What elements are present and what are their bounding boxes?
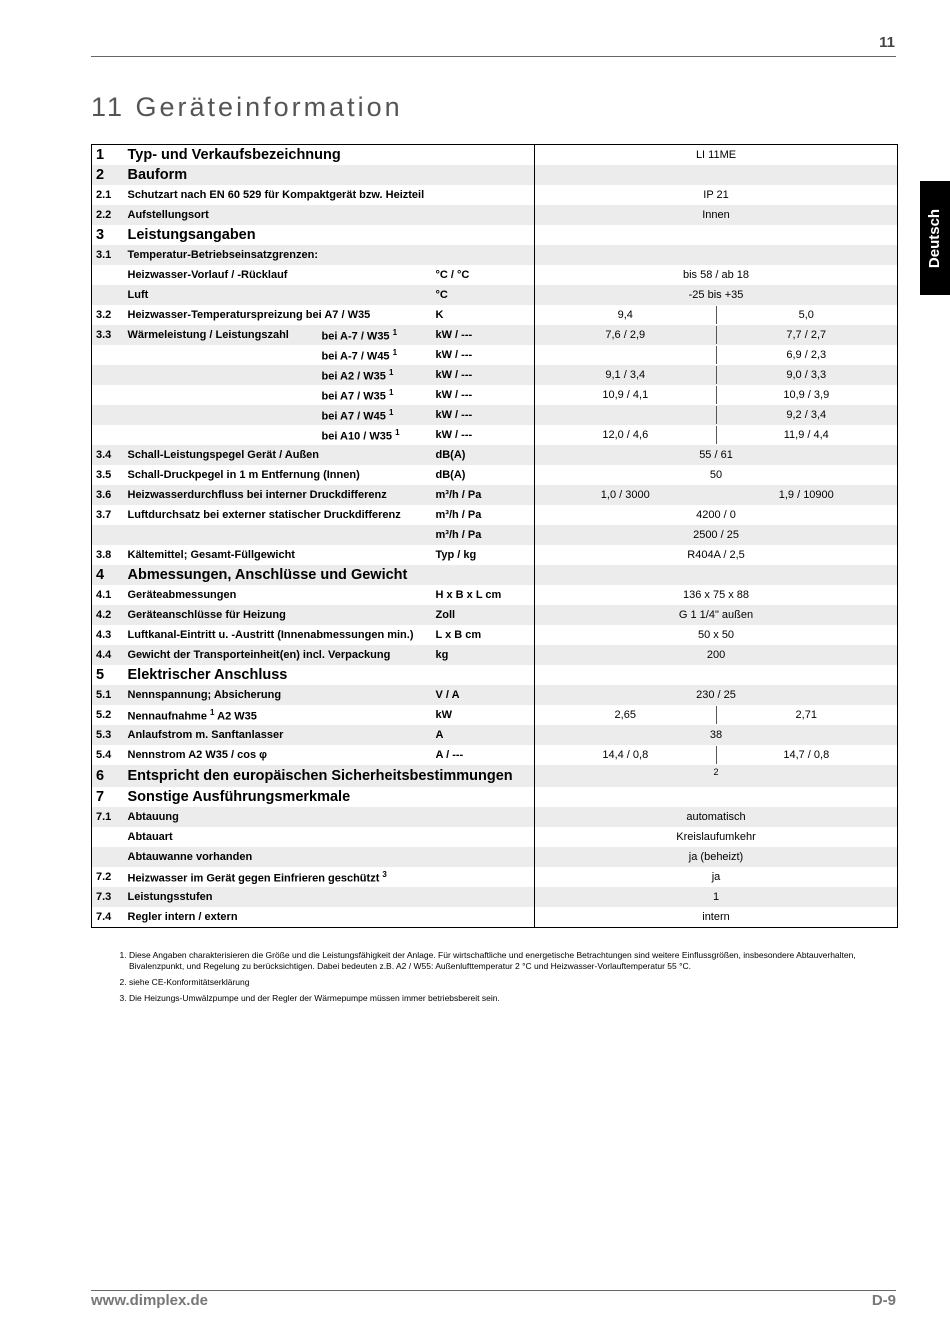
row-label-text: Abtauwanne vorhanden xyxy=(127,851,253,863)
row-value: bis 58 / ab 18 xyxy=(535,265,898,285)
row-label xyxy=(124,705,432,725)
row-label xyxy=(124,365,318,385)
table-row xyxy=(92,705,898,725)
table-row xyxy=(92,605,898,625)
row-sublabel-text: bei A7 / W45 xyxy=(321,410,386,423)
row-number xyxy=(92,345,124,365)
header-rule xyxy=(91,56,896,57)
row-unit: kg xyxy=(432,645,535,665)
footnote-ref: 1 xyxy=(388,387,394,397)
table-row xyxy=(92,765,898,787)
row-number: 1 xyxy=(96,147,105,163)
table-row xyxy=(92,625,898,645)
table-row xyxy=(92,827,898,847)
row-value-2: 10,9 / 3,9 xyxy=(716,385,898,405)
row-sublabel-text: bei A-7 / W35 xyxy=(321,330,390,343)
row-label-text: Entspricht den europäischen Sicherheitsbestimmungen xyxy=(127,768,513,784)
table-row xyxy=(92,867,898,887)
row-sublabel xyxy=(318,345,432,365)
language-tab-label: Deutsch xyxy=(926,208,944,268)
row-label xyxy=(124,225,535,245)
row-label xyxy=(124,265,432,285)
row-number: 4.4 xyxy=(92,645,124,665)
footnote-ref: 1 xyxy=(388,407,394,417)
row-label-text: Kältemittel; Gesamt-Füllgewicht xyxy=(127,549,295,561)
row-number: 4.2 xyxy=(92,605,124,625)
row-label xyxy=(124,745,432,765)
footnote-item: 2. siehe CE-Konformitätserklärung xyxy=(129,977,883,988)
row-number xyxy=(92,425,124,445)
row-label-text: Nennaufnahme xyxy=(127,710,207,723)
footnote-ref: 1 xyxy=(388,367,394,377)
row-label-text: Geräteabmessungen xyxy=(127,589,237,601)
row-value-1: 14,4 / 0,8 xyxy=(535,745,716,765)
row-unit: m³/h / Pa xyxy=(432,525,535,545)
row-number xyxy=(92,405,124,425)
row-label xyxy=(124,725,432,745)
footer-rule xyxy=(91,1290,896,1291)
table-row xyxy=(92,485,898,505)
row-label xyxy=(124,305,432,325)
row-unit: kW / --- xyxy=(435,349,473,361)
row-value: intern xyxy=(535,907,898,928)
table-row xyxy=(92,525,898,545)
footnote-item: 3. Die Heizungs-Umwälzpumpe und der Regler der Wärmepumpe müssen immer betriebsbereit sein. xyxy=(129,993,883,1004)
row-label-text: Elektrischer Anschluss xyxy=(127,667,288,683)
table-row xyxy=(92,665,898,685)
row-number: 2.2 xyxy=(92,205,124,225)
row-value-1: 12,0 / 4,6 xyxy=(535,425,716,445)
row-value: 50 x 50 xyxy=(535,625,898,645)
row-label-text: Nennstrom A2 W35 / cos φ xyxy=(127,749,267,761)
footnote-ref: 1 xyxy=(210,707,215,717)
row-unit: kW / --- xyxy=(435,429,473,441)
row-label-text: Luftdurchsatz bei externer statischer Druckdifferenz xyxy=(127,509,401,521)
row-unit: kW / --- xyxy=(432,365,535,385)
table-row xyxy=(92,887,898,907)
row-value-1: 9,1 / 3,4 xyxy=(535,365,716,385)
row-value: 230 / 25 xyxy=(535,685,898,705)
row-unit: H x B x L cm xyxy=(435,589,502,601)
row-unit: kW / --- xyxy=(435,389,473,401)
row-sublabel xyxy=(318,385,432,405)
row-sublabel xyxy=(318,365,432,385)
row-label xyxy=(124,645,432,665)
row-label xyxy=(124,465,432,485)
row-label-text: Wärmeleistung / Leistungszahl xyxy=(127,329,289,341)
spec-table xyxy=(91,144,898,928)
row-number: 3.1 xyxy=(92,245,124,265)
row-value: ja (beheizt) xyxy=(535,847,898,867)
row-number: 7.1 xyxy=(92,807,124,827)
row-label-suffix: A2 W35 xyxy=(214,710,257,723)
table-row xyxy=(92,907,898,928)
language-tab xyxy=(920,181,950,295)
row-label xyxy=(124,165,535,185)
row-label xyxy=(124,807,535,827)
row-label xyxy=(124,907,535,928)
row-value-1 xyxy=(535,345,716,365)
row-label xyxy=(124,205,535,225)
row-label-text: Nennspannung; Absicherung xyxy=(127,689,282,701)
row-sublabel-text: bei A10 / W35 xyxy=(321,430,393,443)
table-row xyxy=(92,787,898,807)
row-label xyxy=(124,405,318,425)
row-number: 7.3 xyxy=(92,887,124,907)
row-number xyxy=(92,385,124,405)
row-number xyxy=(92,265,124,285)
row-number: 3.4 xyxy=(92,445,124,465)
row-number: 3.8 xyxy=(96,549,112,561)
row-number xyxy=(92,827,124,847)
table-row xyxy=(92,565,898,585)
row-label xyxy=(124,847,535,867)
row-unit: V / A xyxy=(432,685,535,705)
row-number xyxy=(92,285,124,305)
row-value xyxy=(535,565,898,585)
table-row xyxy=(92,385,898,405)
row-label-text: Typ- und Verkaufsbezeichnung xyxy=(127,147,341,163)
table-row xyxy=(92,245,898,265)
row-value: 4200 / 0 xyxy=(535,505,898,525)
page-number: 11 xyxy=(879,34,895,51)
row-label-text: Regler intern / extern xyxy=(127,911,238,923)
row-label xyxy=(124,545,432,565)
row-value-2: 7,7 / 2,7 xyxy=(716,325,898,345)
row-label xyxy=(124,827,535,847)
row-label-text: Sonstige Ausführungsmerkmale xyxy=(127,789,351,805)
row-value xyxy=(535,225,898,245)
row-label xyxy=(124,585,432,605)
row-value: Innen xyxy=(535,205,898,225)
row-value-1: 1,0 / 3000 xyxy=(535,485,716,505)
row-number: 4.3 xyxy=(96,629,112,641)
row-number: 3.6 xyxy=(92,485,124,505)
row-label xyxy=(124,867,535,887)
row-number: 2 xyxy=(92,165,124,185)
row-label xyxy=(124,285,432,305)
row-value: 200 xyxy=(535,645,898,665)
row-label xyxy=(124,145,535,166)
row-number: 7.2 xyxy=(96,871,112,883)
table-row xyxy=(92,545,898,565)
footnote-ref: 1 xyxy=(392,327,398,337)
row-label-text: Schall-Druckpegel in 1 m Entfernung (Innen) xyxy=(127,469,360,481)
row-label xyxy=(124,425,318,445)
row-value: ja xyxy=(535,867,898,887)
row-label xyxy=(124,385,318,405)
row-value-1 xyxy=(535,405,716,425)
table-row xyxy=(92,445,898,465)
table-row xyxy=(92,165,898,185)
row-number: 3.7 xyxy=(96,509,112,521)
row-value: 2 xyxy=(535,765,898,787)
table-row xyxy=(92,345,898,365)
row-value-2: 2,71 xyxy=(716,705,898,725)
row-value-2: 1,9 / 10900 xyxy=(716,485,898,505)
row-value: 136 x 75 x 88 xyxy=(535,585,898,605)
row-value xyxy=(535,165,898,185)
row-label-text: Schutzart nach EN 60 529 für Kompaktgerät bzw. Heizteil xyxy=(127,189,425,201)
row-value-2: 6,9 / 2,3 xyxy=(716,345,898,365)
row-label xyxy=(124,325,318,345)
row-unit: m³/h / Pa xyxy=(432,485,535,505)
page-title: 11 Geräteinformation xyxy=(91,92,403,122)
row-label-text: Luft xyxy=(127,289,149,301)
row-label xyxy=(124,445,432,465)
table-row xyxy=(92,325,898,345)
table-row xyxy=(92,585,898,605)
row-value xyxy=(535,245,898,265)
row-sublabel xyxy=(318,425,432,445)
row-label-text: Heizwasser im Gerät gegen Einfrieren geschützt xyxy=(127,872,380,885)
row-label xyxy=(124,665,535,685)
row-label-text: Abtauart xyxy=(127,831,173,843)
row-number: 6 xyxy=(92,765,124,787)
row-label xyxy=(124,525,432,545)
row-label xyxy=(124,787,535,807)
footnotes xyxy=(113,950,883,1009)
row-label-text: Heizwasser-Temperaturspreizung bei A7 / W35 xyxy=(127,309,371,321)
footnote-ref: 3 xyxy=(382,869,387,879)
table-row xyxy=(92,425,898,445)
row-label-text: Heizwasserdurchfluss bei interner Druckdifferenz xyxy=(127,489,387,501)
row-number: 4 xyxy=(92,565,124,585)
row-label xyxy=(124,565,535,585)
row-label-text: Heizwasser-Vorlauf / -Rücklauf xyxy=(127,269,288,281)
row-number: 2.1 xyxy=(96,189,112,201)
row-sublabel-text: bei A-7 / W45 xyxy=(321,350,390,363)
row-value: 50 xyxy=(535,465,898,485)
row-value-2: 9,0 / 3,3 xyxy=(716,365,898,385)
footnote-item: 1. Diese Angaben charakterisieren die Größe und die Leistungsfähigkeit der Anlage. Für wirtschaftliche und energetische Betrachtungen sind weitere Einflussgrößen, insbesondere Abtauverhalten, Bivalenzpunkt, und Regelung zu berücksichtigen. Dabei bedeuten z.B. A2 / W55: Außenlufttemperatur 2 °C und Heizwasser-Vorlauftemperatur 55 °C. xyxy=(129,950,883,972)
row-value-1: 10,9 / 4,1 xyxy=(535,385,716,405)
row-unit: L x B cm xyxy=(435,629,482,641)
row-sublabel-text: bei A7 / W35 xyxy=(321,390,386,403)
row-value-1: 7,6 / 2,9 xyxy=(535,325,716,345)
row-value-2: 11,9 / 4,4 xyxy=(716,425,898,445)
row-sublabel xyxy=(318,325,432,345)
table-row xyxy=(92,145,898,166)
row-value xyxy=(535,665,898,685)
row-label-text: Leistungsangaben xyxy=(127,227,256,243)
table-row xyxy=(92,685,898,705)
row-number: 5.4 xyxy=(96,749,112,761)
row-value-2: 14,7 / 0,8 xyxy=(716,745,898,765)
row-value: Kreislaufumkehr xyxy=(535,827,898,847)
row-number: 4.1 xyxy=(96,589,112,601)
row-sublabel xyxy=(318,405,432,425)
row-label xyxy=(124,605,432,625)
row-unit: kW / --- xyxy=(432,405,535,425)
row-label-text: Aufstellungsort xyxy=(127,209,209,221)
table-row xyxy=(92,807,898,827)
row-number: 5.3 xyxy=(92,725,124,745)
row-label xyxy=(124,685,432,705)
table-row xyxy=(92,265,898,285)
row-label-text: Abtauung xyxy=(127,811,179,823)
table-row xyxy=(92,847,898,867)
row-unit: dB(A) xyxy=(435,469,466,481)
row-number: 5.1 xyxy=(92,685,124,705)
table-row xyxy=(92,285,898,305)
row-label-text: Schall-Leistungspegel Gerät / Außen xyxy=(127,449,320,461)
row-number xyxy=(92,847,124,867)
row-label-text: Abmessungen, Anschlüsse und Gewicht xyxy=(127,567,408,583)
row-label xyxy=(124,505,432,525)
row-unit: °C / °C xyxy=(435,269,470,281)
row-label xyxy=(124,185,535,205)
row-label-text: Leistungsstufen xyxy=(127,891,213,903)
row-value-2: 9,2 / 3,4 xyxy=(716,405,898,425)
footer-url[interactable]: www.dimplex.de xyxy=(91,1292,208,1309)
row-unit: kW xyxy=(435,709,452,721)
row-value-2: 5,0 xyxy=(716,305,898,325)
footer-page: D-9 xyxy=(871,1292,896,1309)
row-number: 3.5 xyxy=(96,469,112,481)
table-row xyxy=(92,405,898,425)
row-label-text: Anlaufstrom m. Sanftanlasser xyxy=(127,729,284,741)
row-unit: Typ / kg xyxy=(435,549,477,561)
row-value: automatisch xyxy=(535,807,898,827)
row-unit: A xyxy=(432,725,535,745)
table-row xyxy=(92,185,898,205)
table-row xyxy=(92,305,898,325)
table-row xyxy=(92,465,898,485)
row-value: 1 xyxy=(535,887,898,907)
row-value: IP 21 xyxy=(535,185,898,205)
row-unit: A / --- xyxy=(435,749,464,761)
row-number xyxy=(92,525,124,545)
table-row xyxy=(92,745,898,765)
row-number: 3.2 xyxy=(96,309,112,321)
row-number: 7.4 xyxy=(96,911,112,923)
row-value-1: 9,4 xyxy=(535,305,716,325)
row-label xyxy=(124,625,432,645)
table-row xyxy=(92,365,898,385)
row-number: 5.2 xyxy=(96,709,112,721)
row-label-text: Luftkanal-Eintritt u. -Austritt (Innenabmessungen min.) xyxy=(127,629,414,641)
row-label xyxy=(124,345,318,365)
row-value: LI 11ME xyxy=(535,145,898,166)
row-value: 55 / 61 xyxy=(535,445,898,465)
table-row xyxy=(92,205,898,225)
row-label xyxy=(124,485,432,505)
row-unit: kW / --- xyxy=(432,325,535,345)
row-value: G 1 1/4" außen xyxy=(535,605,898,625)
row-unit: m³/h / Pa xyxy=(435,509,482,521)
row-value xyxy=(535,787,898,807)
footnote-ref: 1 xyxy=(395,427,400,437)
row-value: 38 xyxy=(535,725,898,745)
row-value-1: 2,65 xyxy=(535,705,716,725)
table-row xyxy=(92,505,898,525)
row-label-text: Gewicht der Transporteinheit(en) incl. Verpackung xyxy=(127,649,391,661)
row-unit: dB(A) xyxy=(432,445,535,465)
row-number: 7 xyxy=(96,789,105,805)
table-row xyxy=(92,225,898,245)
row-sublabel-text: bei A2 / W35 xyxy=(321,370,386,383)
table-row xyxy=(92,645,898,665)
row-number: 3.3 xyxy=(92,325,124,345)
row-label xyxy=(124,245,535,265)
row-unit: °C xyxy=(432,285,535,305)
table-row xyxy=(92,725,898,745)
row-label xyxy=(124,887,535,907)
row-value: R404A / 2,5 xyxy=(535,545,898,565)
row-label-text: Geräteanschlüsse für Heizung xyxy=(127,609,286,621)
row-value: -25 bis +35 xyxy=(535,285,898,305)
row-unit: K xyxy=(435,309,444,321)
row-number xyxy=(92,365,124,385)
row-label xyxy=(124,765,535,787)
row-value: 2500 / 25 xyxy=(535,525,898,545)
row-number: 3 xyxy=(96,227,105,243)
row-unit: Zoll xyxy=(432,605,535,625)
footnote-ref: 1 xyxy=(392,347,398,357)
row-number: 5 xyxy=(96,667,105,683)
row-label-text: Temperatur-Betriebseinsatzgrenzen: xyxy=(127,249,319,261)
row-label-text: Bauform xyxy=(127,167,188,183)
